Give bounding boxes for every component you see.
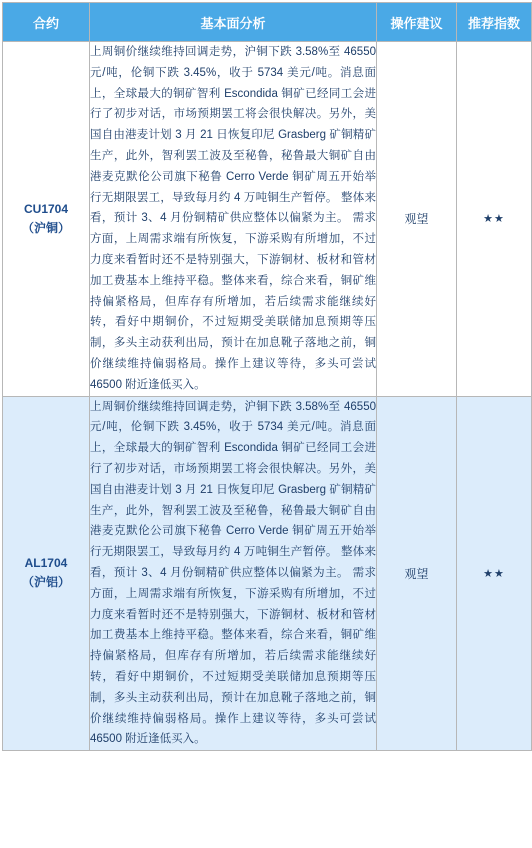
contract-name: （沪铝） [21,575,70,590]
contract-cell [3,42,90,397]
table-row [3,396,532,751]
table-header [3,3,532,42]
header-contract: 合约 [3,3,90,42]
rating-stars: ★★ [457,396,532,751]
contract-code: CU1704 [23,201,69,216]
contract-name: （沪铜） [21,220,70,235]
table-row [3,42,532,397]
header-rating: 推荐指数 [457,3,532,42]
table-body [3,42,532,751]
analysis-cell: 上周铜价继续维持回调走势，沪铜下跌 3.58%至 46550 元/吨，伦铜下跌 3.45%，收于 5734 美元/吨。消息面上，全球最大的铜矿智利 Escondida 铜矿已经同工会进行了初步对话，市场预期罢工将会很快解决。另外，美国自由港麦计划 3 月 21 日恢复印尼 Grasberg 矿铜精矿生产，此外，智利罢工波及至秘鲁，秘鲁最大铜矿自由港麦克默伦公司旗下秘鲁 Cerro Verde 铜矿周五开始举行无期限罢工，导致每月约 4 万吨铜生产暂停。 整体来看，预计 3、4 月份铜精矿供应整体以偏紧为主。 需求方面，上周需求端有所恢复，下游采购有所增加，不过力度来看暂时还不是特别强大，下游铜材、板材和管材加工费基本上维持平稳。整体来看，综合来看，铜矿维持偏紧格局，但库存有所增加，若后续需求能继续好转，看好中期铜价，不过短期受美联储加息预期等压制，多头主动获利出局，预计在加息靴子落地之前，铜价继续维持偏弱格局。操作上建议等待，多头可尝试 46500 附近逢低买入。 [90,396,377,751]
header-advice: 操作建议 [377,3,457,42]
rating-stars: ★★ [457,42,532,397]
header-analysis: 基本面分析 [90,3,377,42]
header-row [3,3,532,42]
advice-cell: 观望 [377,42,457,397]
strategy-table [2,2,532,751]
advice-cell: 观望 [377,396,457,751]
analysis-cell: 上周铜价继续维持回调走势，沪铜下跌 3.58%至 46550 元/吨，伦铜下跌 3.45%，收于 5734 美元/吨。消息面上，全球最大的铜矿智利 Escondida 铜矿已经同工会进行了初步对话，市场预期罢工将会很快解决。另外，美国自由港麦计划 3 月 21 日恢复印尼 Grasberg 矿铜精矿生产，此外，智利罢工波及至秘鲁，秘鲁最大铜矿自由港麦克默伦公司旗下秘鲁 Cerro Verde 铜矿周五开始举行无期限罢工，导致每月约 4 万吨铜生产暂停。 整体来看，预计 3、4 月份铜精矿供应整体以偏紧为主。 需求方面，上周需求端有所恢复，下游采购有所增加，不过力度来看暂时还不是特别强大，下游铜材、板材和管材加工费基本上维持平稳。整体来看，综合来看，铜矿维持偏紧格局，但库存有所增加，若后续需求能继续好转，看好中期铜价，不过短期受美联储加息预期等压制，多头主动获利出局，预计在加息靴子落地之前，铜价继续维持偏弱格局。操作上建议等待，多头可尝试 46500 附近逢低买入。 [90,42,377,397]
contract-cell [3,396,90,751]
contract-code: AL1704 [24,556,68,571]
